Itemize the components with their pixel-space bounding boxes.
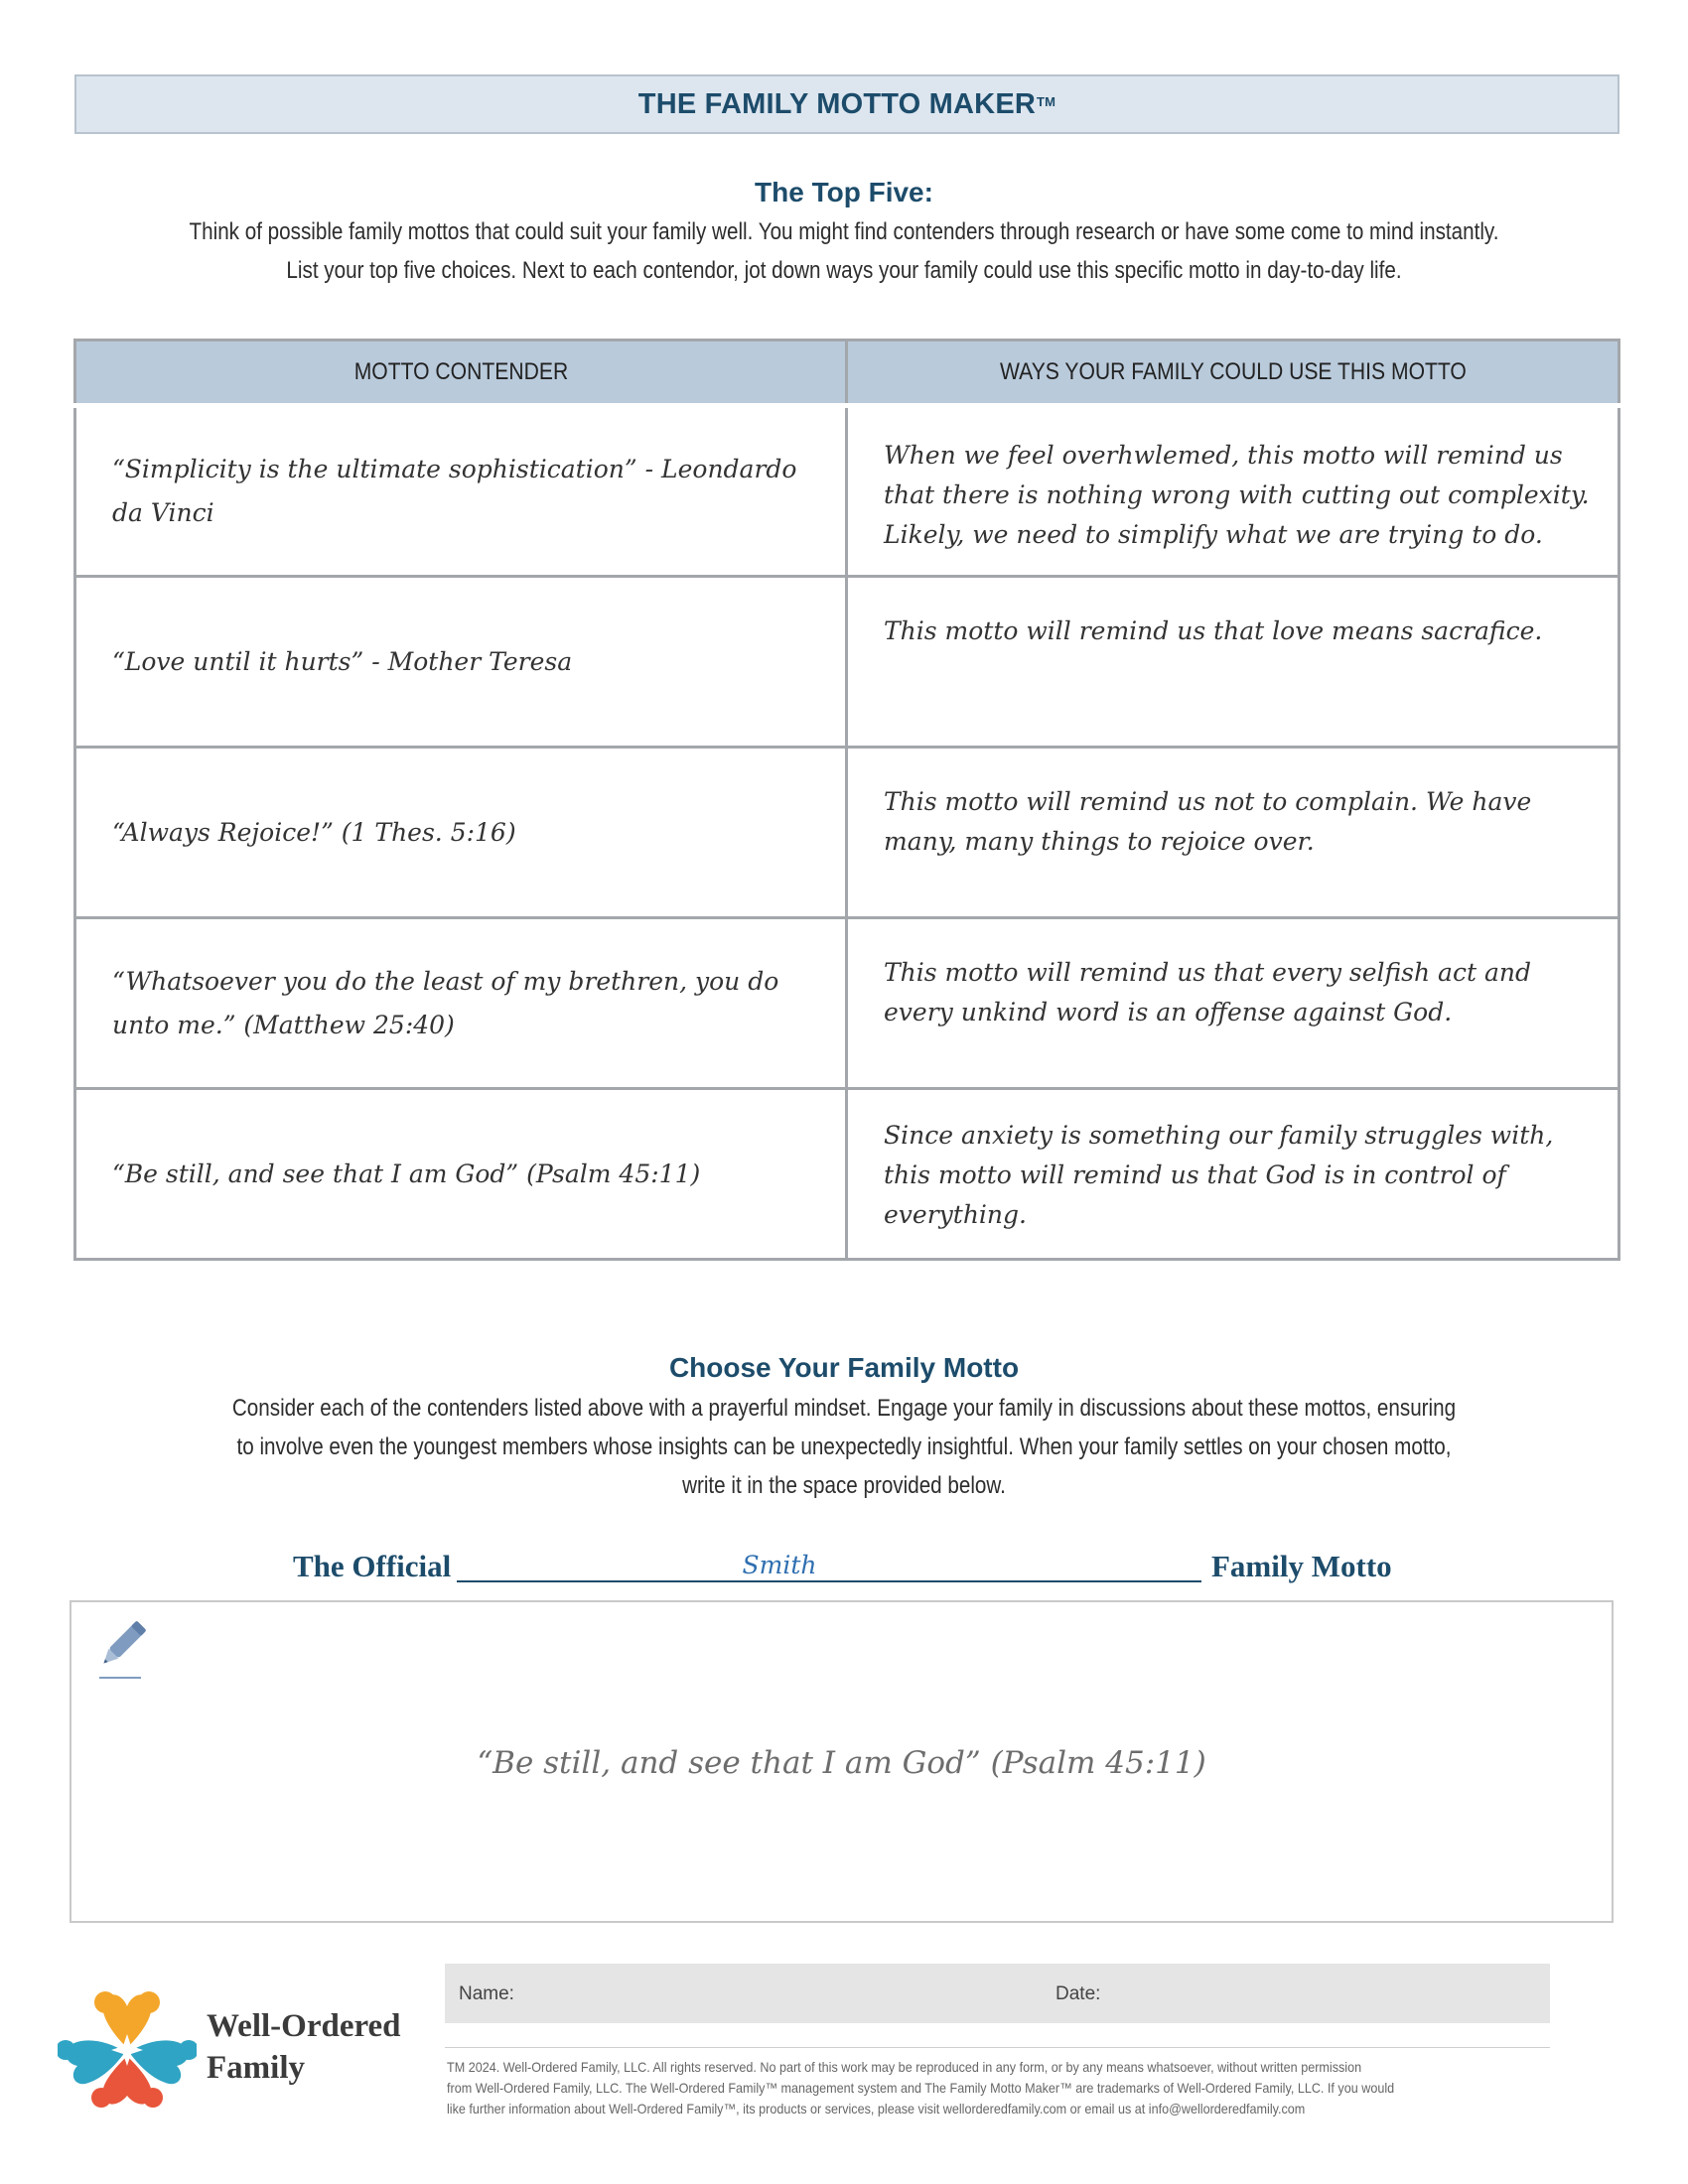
family-name-field[interactable]: Smith <box>742 1551 817 1579</box>
brand-line-2: Family <box>207 2050 305 2086</box>
top-five-instructions <box>170 212 1519 290</box>
instruction-line: to involve even the youngest members whose insights can be unexpectedly insightful. When your family settles on your chosen motto, <box>236 1433 1452 1460</box>
footer-divider <box>445 2047 1550 2048</box>
usage-cell[interactable]: This motto will remind us not to complain. We have many, many things to rejoice over. <box>847 748 1619 918</box>
top-five-heading: The Top Five: <box>755 177 933 207</box>
copyright-notice <box>447 2057 1546 2119</box>
contender-cell[interactable]: “Whatsoever you do the least of my brethren, you do unto me.” (Matthew 25:40) <box>75 918 847 1089</box>
table-header-row <box>75 341 1619 406</box>
official-label: The Official <box>293 1549 452 1583</box>
contender-cell[interactable]: “Always Rejoice!” (1 Thes. 5:16) <box>75 748 847 918</box>
well-ordered-family-logo <box>58 1990 197 2110</box>
choose-motto-heading: Choose Your Family Motto <box>668 1352 1020 1383</box>
family-motto-label: Family Motto <box>1211 1549 1392 1583</box>
instruction-line: Think of possible family mottos that could suit your family well. You might find contenders through research or have some come to mind instantly. <box>189 218 1499 245</box>
contender-cell[interactable]: “Be still, and see that I am God” (Psalm 45:11) <box>75 1089 847 1260</box>
brand-line-1: Well-Ordered <box>207 2008 401 2044</box>
column-header-ways: WAYS YOUR FAMILY COULD USE THIS MOTTO <box>847 341 1619 406</box>
table-row <box>75 748 1619 918</box>
usage-cell[interactable]: This motto will remind us that love means sacrafice. <box>847 577 1619 748</box>
name-field[interactable]: Name: <box>459 1983 514 2004</box>
copyright-line: like further information about Well-Ordered Family™, its products or services, please visit wellorderedfamily.com or email us at info@wellorderedfamily.com <box>447 2101 1306 2116</box>
instruction-line: List your top five choices. Next to each contendor, jot down ways your family could use this specific motto in day-to-day life. <box>286 257 1402 284</box>
choose-motto-instructions <box>170 1389 1519 1505</box>
copyright-line: from Well-Ordered Family, LLC. The Well-Ordered Family™ management system and The Family Motto Maker™ are trademarks of Well-Ordered Family, LLC. If you would <box>447 2080 1395 2096</box>
title-text: THE FAMILY MOTTO MAKER <box>637 87 1037 120</box>
pen-icon <box>91 1620 147 1682</box>
column-header-contender: MOTTO CONTENDER <box>75 341 847 406</box>
contender-cell[interactable]: “Simplicity is the ultimate sophistication” - Leondardo da Vinci <box>75 406 847 577</box>
family-name-blank[interactable] <box>457 1580 1201 1582</box>
instruction-line: Consider each of the contenders listed above with a prayerful mindset. Engage your family in discussions about these mottos, ensuring <box>231 1395 1457 1422</box>
trademark-mark: TM <box>1037 93 1056 109</box>
contender-cell[interactable]: “Love until it hurts” - Mother Teresa <box>75 577 847 748</box>
table-row <box>75 577 1619 748</box>
usage-cell[interactable]: Since anxiety is something our family struggles with, this motto will remind us that God is in control of everything. <box>847 1089 1619 1260</box>
usage-cell[interactable]: When we feel overhwlemed, this motto will remind us that there is nothing wrong with cutting out complexity. Likely, we need to simplify what we are trying to do. <box>847 406 1619 577</box>
usage-cell[interactable]: This motto will remind us that every selfish act and every unkind word is an offense against God. <box>847 918 1619 1089</box>
instruction-line: write it in the space provided below. <box>682 1472 1006 1499</box>
worksheet-title <box>74 74 1619 134</box>
name-date-bar <box>445 1964 1550 2023</box>
table-row <box>75 1089 1619 1260</box>
copyright-line: TM 2024. Well-Ordered Family, LLC. All rights reserved. No part of this work may be reproduced in any form, or by any means whatsoever, without written permission <box>447 2059 1362 2075</box>
chosen-motto-box[interactable] <box>70 1600 1614 1923</box>
chosen-motto-text[interactable]: “Be still, and see that I am God” (Psalm 45:11) <box>477 1745 1206 1781</box>
brand-name <box>207 2005 401 2089</box>
official-family-motto-line <box>293 1547 1395 1586</box>
table-row <box>75 406 1619 577</box>
motto-contender-table <box>73 339 1620 1261</box>
date-field[interactable]: Date: <box>1055 1983 1101 2004</box>
table-row <box>75 918 1619 1089</box>
